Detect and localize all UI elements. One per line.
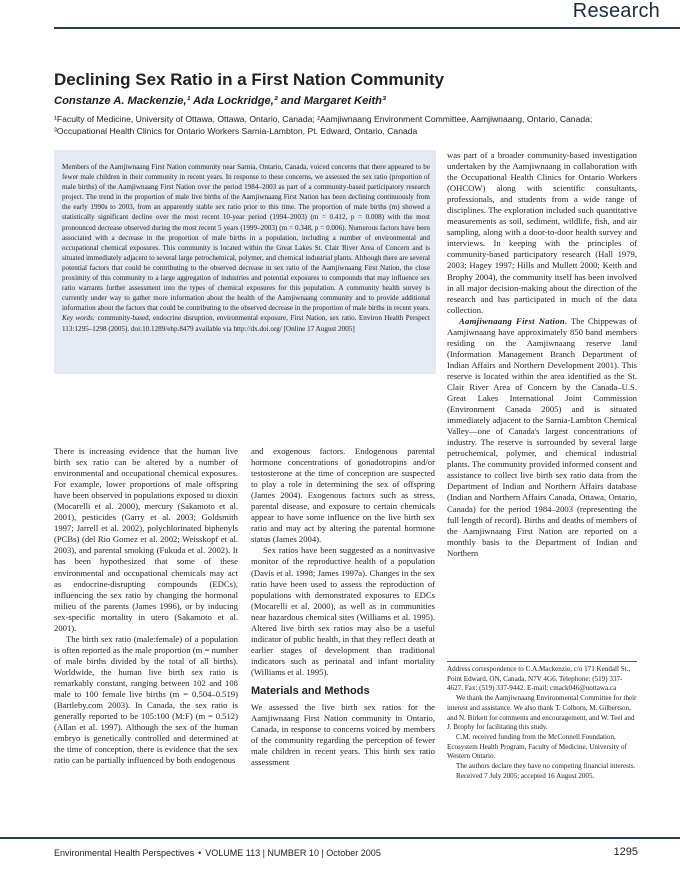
correspondence-note: Address correspondence to C.A.Mackenzie, c/o 171 Kendall St., Point Edward, ON, Canada, N7V 4G6. Telephone: (519) 337-4627. Fax: (519) 337-9442. E-mail: cmack046@uottawa.ca xyxy=(447,665,631,693)
body-paragraph: There is increasing evidence that the human live birth sex ratio can be altered by a number of environmental and occupational chemical exposures. For example, lower proportions of male offspring have been observed in populations exposed to dioxin (Mocarelli et al. 2000), mercury (Sakamoto et al. 2001), pesticides (Garry et al. 2003; Goldsmith 1997; Jarrell et al. 2002), polychlorinated biphenyls (PCBs) (del Rio Gomez et al. 2002; Weisskopf et al. 2003), and parental smoking (Fukuda et al. 2002). It has been hypothesized that some of these environmental and occupational chemicals may act as endocrine-disrupting compounds (EDCs), influencing the sex ratio by changing the hormonal milieu of the parents (James 1996), or by inducing sex-specific mortality in utero (Sakamoto et al. 2001). xyxy=(54,446,238,633)
body-column-1 xyxy=(54,446,238,766)
footer-bullet: • xyxy=(198,848,202,858)
notes-rule xyxy=(447,661,637,662)
received-note: Received 7 July 2005; accepted 16 August 2005. xyxy=(456,771,595,780)
body-paragraph: Sex ratios have been suggested as a noninvasive monitor of the reproductive health of a population (Davis et al. 1998; James 1997a). Changes in the sex ratio have been used to assess the reproduction of populations with demonstrated exposures to EDCs (Mocarelli et al. 2000), as well as in communities near hazardous chemical sites (Williams et al. 1995). Altered live birth sex ratios may also be a useful indicator of public health, in that they reflect death at earlier stages of development than traditional indicators such as perinatal and infant mortality (Williams et al. 1995). xyxy=(251,545,435,677)
body-paragraph: The birth sex ratio (male:female) of a population is often reported as the male proportion (m = number of male births divided by the total of all births). Worldwide, the human live birth sex ratio is remarkably constant, ranging between 102 and 108 male to 100 female live births (m = 0.504–0.519) (Bartleby.com 2003). In Canada, the sex ratio is generally reported to be 105:100 (M:F) (m = 0.512) (Allan et al. 1997). Although the sex of the human embryo is genetically controlled and determined at the time of conception, there is evidence that the sex ratio can be partially influenced by both endogenous xyxy=(54,633,238,766)
acknowledgment-note: We thank the Aamjiwnaang Environmental Committee for their interest and assistance. We also thank T. Colborn, M. Gilbertson, and N. Birkett for comments and encouragement, and W. Teel and J. Brophy for facilitating this study. xyxy=(447,694,637,732)
competing-interests-note: The authors declare they have no competing financial interests. xyxy=(456,762,636,771)
body-paragraph: was part of a broader community-based investigation undertaken by the Aamjiwnaang in collaboration with the Occupational Health Clinics for Ontario Workers (OHCOW) along with scientific consultants, professionals, and students from a wide range of disciplines. The exploration included such quantitative measurements as soil, sediment, wildlife, fish, and air sampling, along with a door-to-door health survey and interviews. In keeping with the principles of community-based participatory research (Hall 1979, 2003; Hagey 1997; Hills and Mullett 2000; Keith and Brophy 2004), the community itself has been involved in all major decision-making about the direction of the research and has participated in much of the data collection. xyxy=(447,150,637,315)
body-column-2 xyxy=(251,446,435,768)
article-authors: Constanze A. Mackenzie,¹ Ada Lockridge,² and Margaret Keith³ xyxy=(54,95,386,107)
footer-rule xyxy=(0,837,680,839)
abstract-keywords: community-based, endocrine disruption, environmental exposure, First Nation, sex ratio. xyxy=(97,314,357,323)
page-number: 1295 xyxy=(613,846,638,858)
methods-heading: Materials and Methods xyxy=(251,684,370,697)
article-title: Declining Sex Ratio in a First Nation Community xyxy=(54,70,445,89)
journal-name: Environmental Health Perspectives xyxy=(54,848,195,858)
volume-info: VOLUME 113 | NUMBER 10 | October 2005 xyxy=(205,848,381,858)
body-paragraph xyxy=(447,316,637,559)
body-paragraph: and exogenous factors. Endogenous parental hormone concentrations of gonadotropins and/or testosterone at the time of conception are suspected to play a role in determining the sex of offspring (James 2004). Exogenous factors such as stress, parental disease, and exposure to certain chemicals appear to have some influence on the live birth sex ratio and may act by altering the parental hormone status (James 2004). xyxy=(251,446,435,545)
body-paragraph-text: The Chippewas of Aamjiwnaang have approximately 850 band members residing on the Aamjiwnaang reserve land (Information Management Branch Department of Indian Affairs and Northern Development 2001). This reserve is located within the area identified as the St. Clair River Area of Concern by the Canada–U.S. Great Lakes International Joint Commission (Environment Canada 2005) and is situated immediately adjacent to the Sarnia-Lambton Chemical Valley—one of Canada's largest concentrations of industry. The reserve is surrounded by several large petrochemical, polymer, and chemical industrial plants. The community provided informed consent and assistance to collect live birth sex ratio data from the Department of Indian and Northern Affairs database (Indian and Northern Affairs Canada, Ottawa, Ontario, Canada) for the period 1984–2003 (representing the full length of record). Births and deaths of members of the Aamjiwnaang First Nation are reported on a monthly basis to the Department of Indian and Northern xyxy=(447,315,637,558)
body-column-3 xyxy=(447,150,637,559)
abstract xyxy=(62,162,430,334)
footer-journal-info xyxy=(54,848,381,858)
abstract-keywords-label: Key words: xyxy=(62,314,96,323)
abstract-citation: Environ Health Perspect 113:1295–1298 (2005). doi:10.1289/ehp.8479 available via http://dx.doi.org/ [Online 17 August 2005] xyxy=(62,314,430,333)
author-notes xyxy=(447,665,637,781)
funding-note: C.M. received funding from the McConnell Foundation, Ecosystem Health Program, Faculty of Medicine, University of Western Ontario. xyxy=(447,732,627,761)
section-label: Research xyxy=(572,0,660,22)
header-rule xyxy=(54,27,680,29)
body-paragraph: We assessed the live birth sex ratios for the Aamjiwnaang First Nation community in Ontario, Canada, in response to concerns voiced by members of the community regarding the perception of fewer male children in recent years. This birth sex ratio assessment xyxy=(251,702,435,768)
subsection-runin-heading: Aamjiwnaang First Nation. xyxy=(459,315,568,326)
abstract-text: Members of the Aamjiwnaang First Nation community near Sarnia, Ontario, Canada, voiced concerns that there appeared to be fewer male children in their community in recent years. In response to these concerns, we assessed the sex ratio (proportion of male births) of the Aamjiwnaang First Nation over the period 1984–2003 as part of a community-based participatory research project. The trend in the proportion of male live births of the Aamjiwnaang First Nation has been declining continuously from the early 1990s to 2003, from an apparently stable sex ratio prior to this time. The proportion of male births (m) showed a statistically significant decline over the most recent 10-year period (1994–2003) (m = 0.412, p = 0.008) with the most pronounced decrease observed during the most recent 5 years (1999–2003) (m = 0.348, p = 0.006). Numerous factors have been associated with a decrease in the proportion of male births in a population, including a number of environmental and occupational chemical exposures. This community is located within the Great Lakes St. Clair River Area of Concern and is situated immediately adjacent to several large petrochemical, polymer, and chemical industrial plants. Although there are several potential factors that could be contributing to the observed decrease in sex ratio of the Aamjiwnaang First Nation, the close proximity of this community to a large aggregation of industries and potential exposures to compounds that may influence sex ratio warrants further assessment into the types of chemical exposures for this population. A community health survey is currently under way to gather more information about the health of the Aamjiwnaang community and to provide additional information about the factors that could be contributing to the observed decrease in the proportion of male births in recent years. xyxy=(62,163,430,313)
article-affiliations: ¹Faculty of Medicine, University of Ottawa, Ottawa, Ontario, Canada; ²Aamjiwnaang Environment Committee, Aamjiwnaang, Ontario, Canada; ³Occupational Health Clinics for Ontario Workers Sarnia-Lambton, Pt. Edward, Ontario, Canada xyxy=(54,114,593,136)
